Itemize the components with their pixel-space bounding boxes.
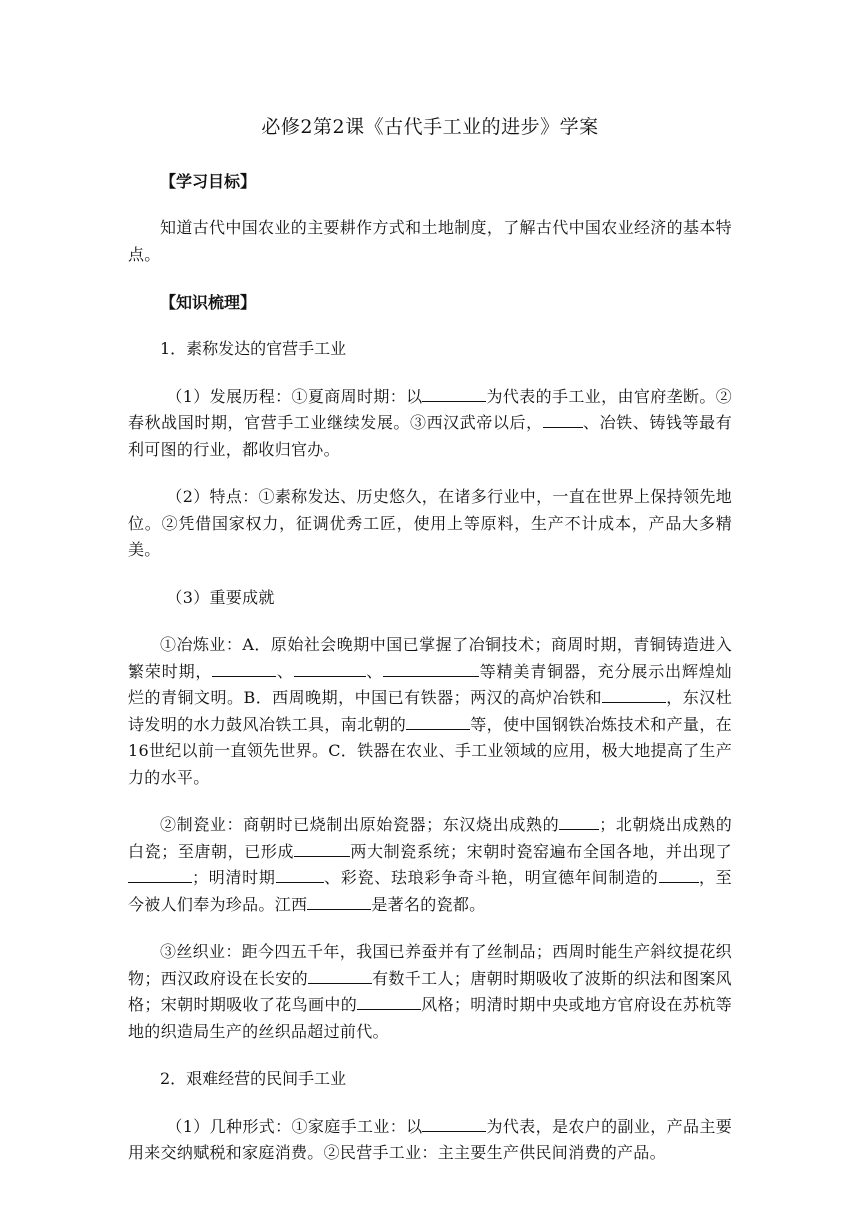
text-run: 为代表的手工业，由官府垄断。②春秋战国时期，官营手工业继续发展。③西汉武帝以后， <box>128 386 732 432</box>
text-run: 、彩瓷、珐琅彩争奇斗艳，明宣德年间制造的 <box>323 868 659 887</box>
knowledge-heading: 【知识梳理】 <box>160 293 257 312</box>
text-run: 、 <box>276 661 294 681</box>
smelting-paragraph <box>128 632 732 791</box>
text-run: ；明清时期 <box>192 868 276 887</box>
text-run: ①冶炼业：A．原始社会晚期中国已掌握了冶铜技术；商周时期，青铜铸造进入繁荣时期， <box>128 635 732 681</box>
text-run: 是著名的瓷都。 <box>371 894 486 914</box>
fill-blank[interactable] <box>307 892 371 910</box>
section2-forms-paragraph <box>128 1114 732 1167</box>
text-run: （1）发展历程：①夏商周时期：以 <box>166 386 423 406</box>
text-run: 风格；明清时期中央或地方官府设在苏杭等地的织造局生产的丝织品超过前代。 <box>128 995 732 1041</box>
text-run: （1）几种形式：①家庭手工业：以 <box>166 1116 423 1136</box>
fill-blank[interactable] <box>294 659 366 677</box>
study-goal-text: 知道古代中国农业的主要耕作方式和土地制度，了解古代中国农业经济的基本特点。 <box>128 218 732 264</box>
text-run: 、 <box>365 661 384 681</box>
fill-blank[interactable] <box>659 865 699 883</box>
fill-blank[interactable] <box>406 712 470 730</box>
fill-blank[interactable] <box>294 839 350 857</box>
fill-blank[interactable] <box>422 384 486 402</box>
section1-features-paragraph: （2）特点：①素称发达、历史悠久，在诸多行业中，一直在世界上保持领先地位。②凭借国家权力，征调优秀工匠，使用上等原料，生产不计成本，产品大多精美。 <box>128 487 732 559</box>
text-run: 两大制瓷系统；宋朝时瓷窑遍布全国各地，并出现了 <box>350 841 732 861</box>
fill-blank[interactable] <box>422 1114 486 1132</box>
silk-paragraph <box>128 939 732 1045</box>
porcelain-paragraph <box>128 812 732 918</box>
text-run: ③丝织业：距今四五千年，我国已养蚕并有了丝制品；西周时能生产斜纹提花织物；西汉政府设在长安的 <box>128 942 732 988</box>
text-run: ；北朝烧出成熟的白瓷；至唐朝，已形成 <box>128 815 732 861</box>
section1-title: 1．素称发达的官营手工业 <box>160 339 347 358</box>
text-run: 有数千工人；唐朝时期吸收了波斯的织法和图案风格；宋朝时期吸收了花鸟画中的 <box>128 968 732 1014</box>
fill-blank[interactable] <box>212 659 276 677</box>
document-body <box>128 110 732 1188</box>
text-run: 为代表，是农户的副业，产品主要用来交纳赋税和家庭消费。②民营手工业：主主要生产供民间消费的产品。 <box>128 1116 732 1162</box>
fill-blank[interactable] <box>276 865 324 883</box>
text-run: 、冶铁、铸钱等最有利可图的行业，都收归官办。 <box>128 413 732 459</box>
section1-development-paragraph <box>128 384 732 464</box>
fill-blank[interactable] <box>308 966 372 984</box>
fill-blank[interactable] <box>383 659 479 677</box>
fill-blank[interactable] <box>559 812 599 830</box>
text-run: 等精美青铜器，充分展示出辉煌灿烂的青铜文明。B．西周晚期，中国已有铁器；两汉的高炉冶铁和 <box>128 661 732 707</box>
section1-achievements-heading: （3）重要成就 <box>166 587 275 607</box>
fill-blank[interactable] <box>602 685 666 703</box>
study-goal-heading: 【学习目标】 <box>160 172 257 191</box>
fill-blank[interactable] <box>128 865 192 883</box>
text-run: ，东汉杜诗发明的水力鼓风冶铁工具，南北朝的 <box>128 688 732 734</box>
fill-blank[interactable] <box>543 410 583 428</box>
document-title: 必修2第2课《古代手工业的进步》学案 <box>261 116 599 138</box>
text-run: 等，使中国钢铁冶炼技术和产量，在16世纪以前一直领先世界。C．铁器在农业、手工业领域的应用，极大地提高了生产力的水平。 <box>128 714 733 787</box>
fill-blank[interactable] <box>357 992 421 1010</box>
text-run: ，至今被人们奉为珍品。江西 <box>128 868 732 914</box>
section2-title: 2．艰难经营的民间手工业 <box>160 1069 347 1088</box>
text-run: ②制瓷业：商朝时已烧制出原始瓷器；东汉烧出成熟的 <box>160 815 560 834</box>
